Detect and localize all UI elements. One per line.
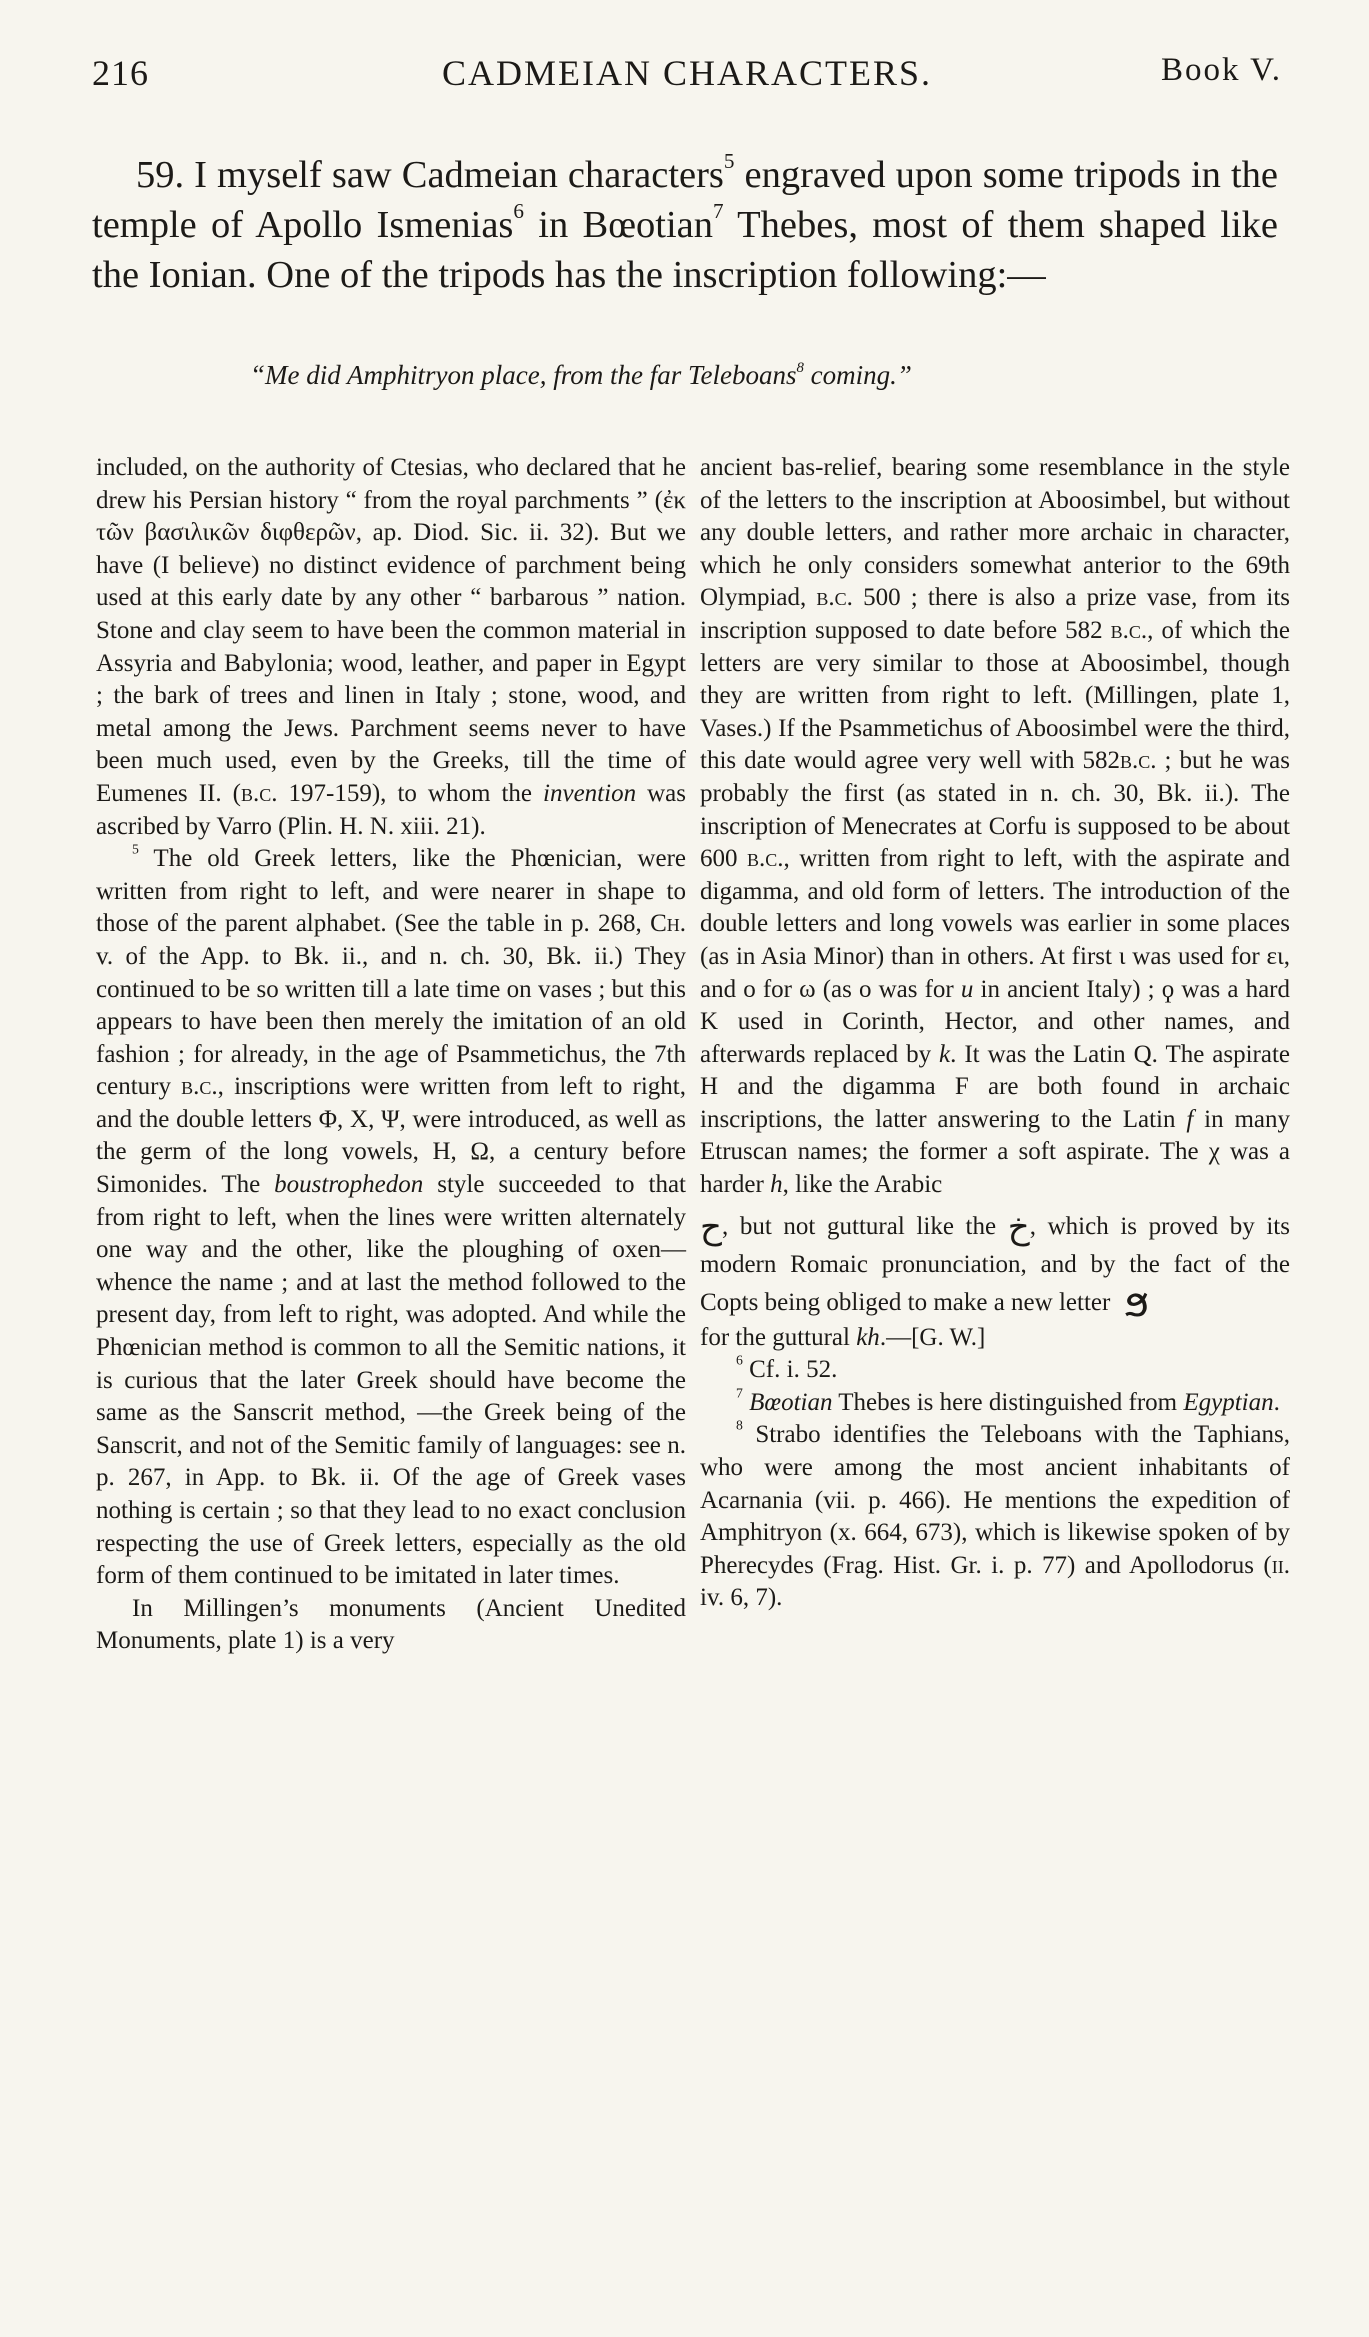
notes-left-column — [96, 452, 686, 1658]
footnote-ref-5: 5 — [723, 148, 735, 173]
note-5-arabic: ح, but not guttural like the خ, which is proved by its modern Romaic pronunciation, and by the fact of the Copts being obliged to make a new letter ϧ — [700, 1206, 1290, 1326]
note-5: $^5$ The old Greek letters, like the Phœnician, were written from right to left, and were nearer in shape to those of the parent alphabet. (See the table in p. 268, Ch. v. of the App. to Bk. ii., and n. ch. 30, Bk. ii.) They continued to be so written till a late time on vases ; but this appears to have been then merely the imitation of an old fashion ; for already, in the age of Psammetichus, the 7th century b.c., inscriptions were written from left to right, and the double letters Φ, X, Ψ, were introduced, as well as the germ of the long vowels, H, Ω, a century before Simonides. The boustrophedon style succeeded to that from right to left, when the lines were written alternately one way and the other, like the ploughing of oxen—whence the name ; and at last the method followed to the present day, from left to right, was adopted. And while the Phœnician method is common to all the Semitic nations, it is curious that the later Greek should have become the same as the Sanscrit method, —the Greek being of the Sanscrit, and not of the Semitic family of languages: see n. p. 267, in App. to Bk. ii. Of the age of Greek vases nothing is certain ; so that they lead to no exact conclusion respecting the use of Greek letters, especially as the old form of them continued to be imitated in later times. — [96, 841, 686, 1590]
note-5-end: for the guttural kh.—[G. W.] — [700, 1323, 986, 1351]
notes-right-column — [700, 452, 1290, 1615]
footnote-ref-6: 6 — [513, 198, 524, 223]
note-7: $^7$ Bœotian Thebes is here distinguished from Egyptian. — [736, 1385, 1280, 1416]
footnote-ref-7: 7 — [712, 198, 724, 223]
page-number: 216 — [92, 53, 149, 93]
arabic-letter-kha: خ — [1007, 1206, 1030, 1247]
note-6: $^6$ Cf. i. 52. — [736, 1352, 838, 1384]
book-label: Book V. — [1161, 52, 1282, 88]
main-paragraph: 59. I myself saw Cadmeian characters$^5$ engraved upon some tripods in the temple of Apollo Ismenias$^6$ in Bœotian$^7$ Thebes, most of them shaped like the Ionian. One of the tripods has the inscription following:— — [92, 148, 1279, 296]
arabic-letter-ha: ح — [700, 1206, 722, 1247]
coptic-letter-khei: ϧ — [1124, 1279, 1149, 1326]
note-5-continued: ancient bas-relief, bearing some resemblance in the style of the letters to the inscription at Aboosimbel, but without any double letters, and rather more archaic in character, which he only considers somewhat anterior to the 69th Olympiad, b.c. 500 ; there is also a prize vase, from its inscription supposed to date before 582 b.c., of which the letters are very similar to those at Aboosimbel, though they are written from right to left. (Millingen, plate 1, Vases.) If the Psammetichus of Aboosimbel were the third, this date would agree very well with 582b.c. ; but he was probably the first (as stated in n. ch. 30, Bk. ii.). The inscription of Menecrates at Corfu is supposed to be about 600 b.c., written from right to left, with the aspirate and digamma, and old form of letters. The introduction of the double letters and long vowels was earlier in some places (as in Asia Minor) than in others. At first ι was used for ει, and ο for ω (as ο was for u in ancient Italy) ; ϙ was a hard K used in Corinth, Hector, and other names, and afterwards replaced by k. It was the Latin Q. The aspirate H and the digamma F are both found in archaic inscriptions, the latter answering to the Latin f in many Etruscan names; the former a soft aspirate. The χ was a harder h, like the Arabic — [700, 454, 1291, 1199]
note-8: $^8$ Strabo identifies the Teleboans with the Taphians, who were among the most ancient inhabitants of Acarnania (vii. p. 466). He mentions the expedition of Amphitryon (x. 664, 673), which is likewise spoken of by Pherecydes (Frag. Hist. Gr. i. p. 77) and Apollodorus (ii. iv. 6, 7). — [700, 1418, 1290, 1612]
footnote-ref-8: 8 — [796, 360, 804, 377]
page-header — [92, 52, 1282, 102]
inscription-quote: “Me did Amphitryon place, from the far Teleboans$^8$ coming.” — [250, 360, 912, 390]
note-5-millingen: In Millingen’s monuments (Ancient Unedited Monuments, plate 1) is a very — [96, 1594, 686, 1655]
note-continued: included, on the authority of Ctesias, who declared that he drew his Persian history “ from the royal parchments ” (ἐκ τῶν βασιλικῶν διφθερῶν, ap. Diod. Sic. ii. 32). But we have (I believe) no distinct evidence of parchment being used at this early date by any other “ barbarous ” nation. Stone and clay seem to have been the common material in Assyria and Babylonia; wood, leather, and paper in Egypt ; the bark of trees and linen in Italy ; stone, wood, and metal among the Jews. Parchment seems never to have been much used, even by the Greeks, till the time of Eumenes II. (b.c. 197-159), to whom the invention was ascribed by Varro (Plin. H. N. xiii. 21). — [96, 454, 686, 840]
running-title: CADMEIAN CHARACTERS. — [441, 53, 933, 93]
